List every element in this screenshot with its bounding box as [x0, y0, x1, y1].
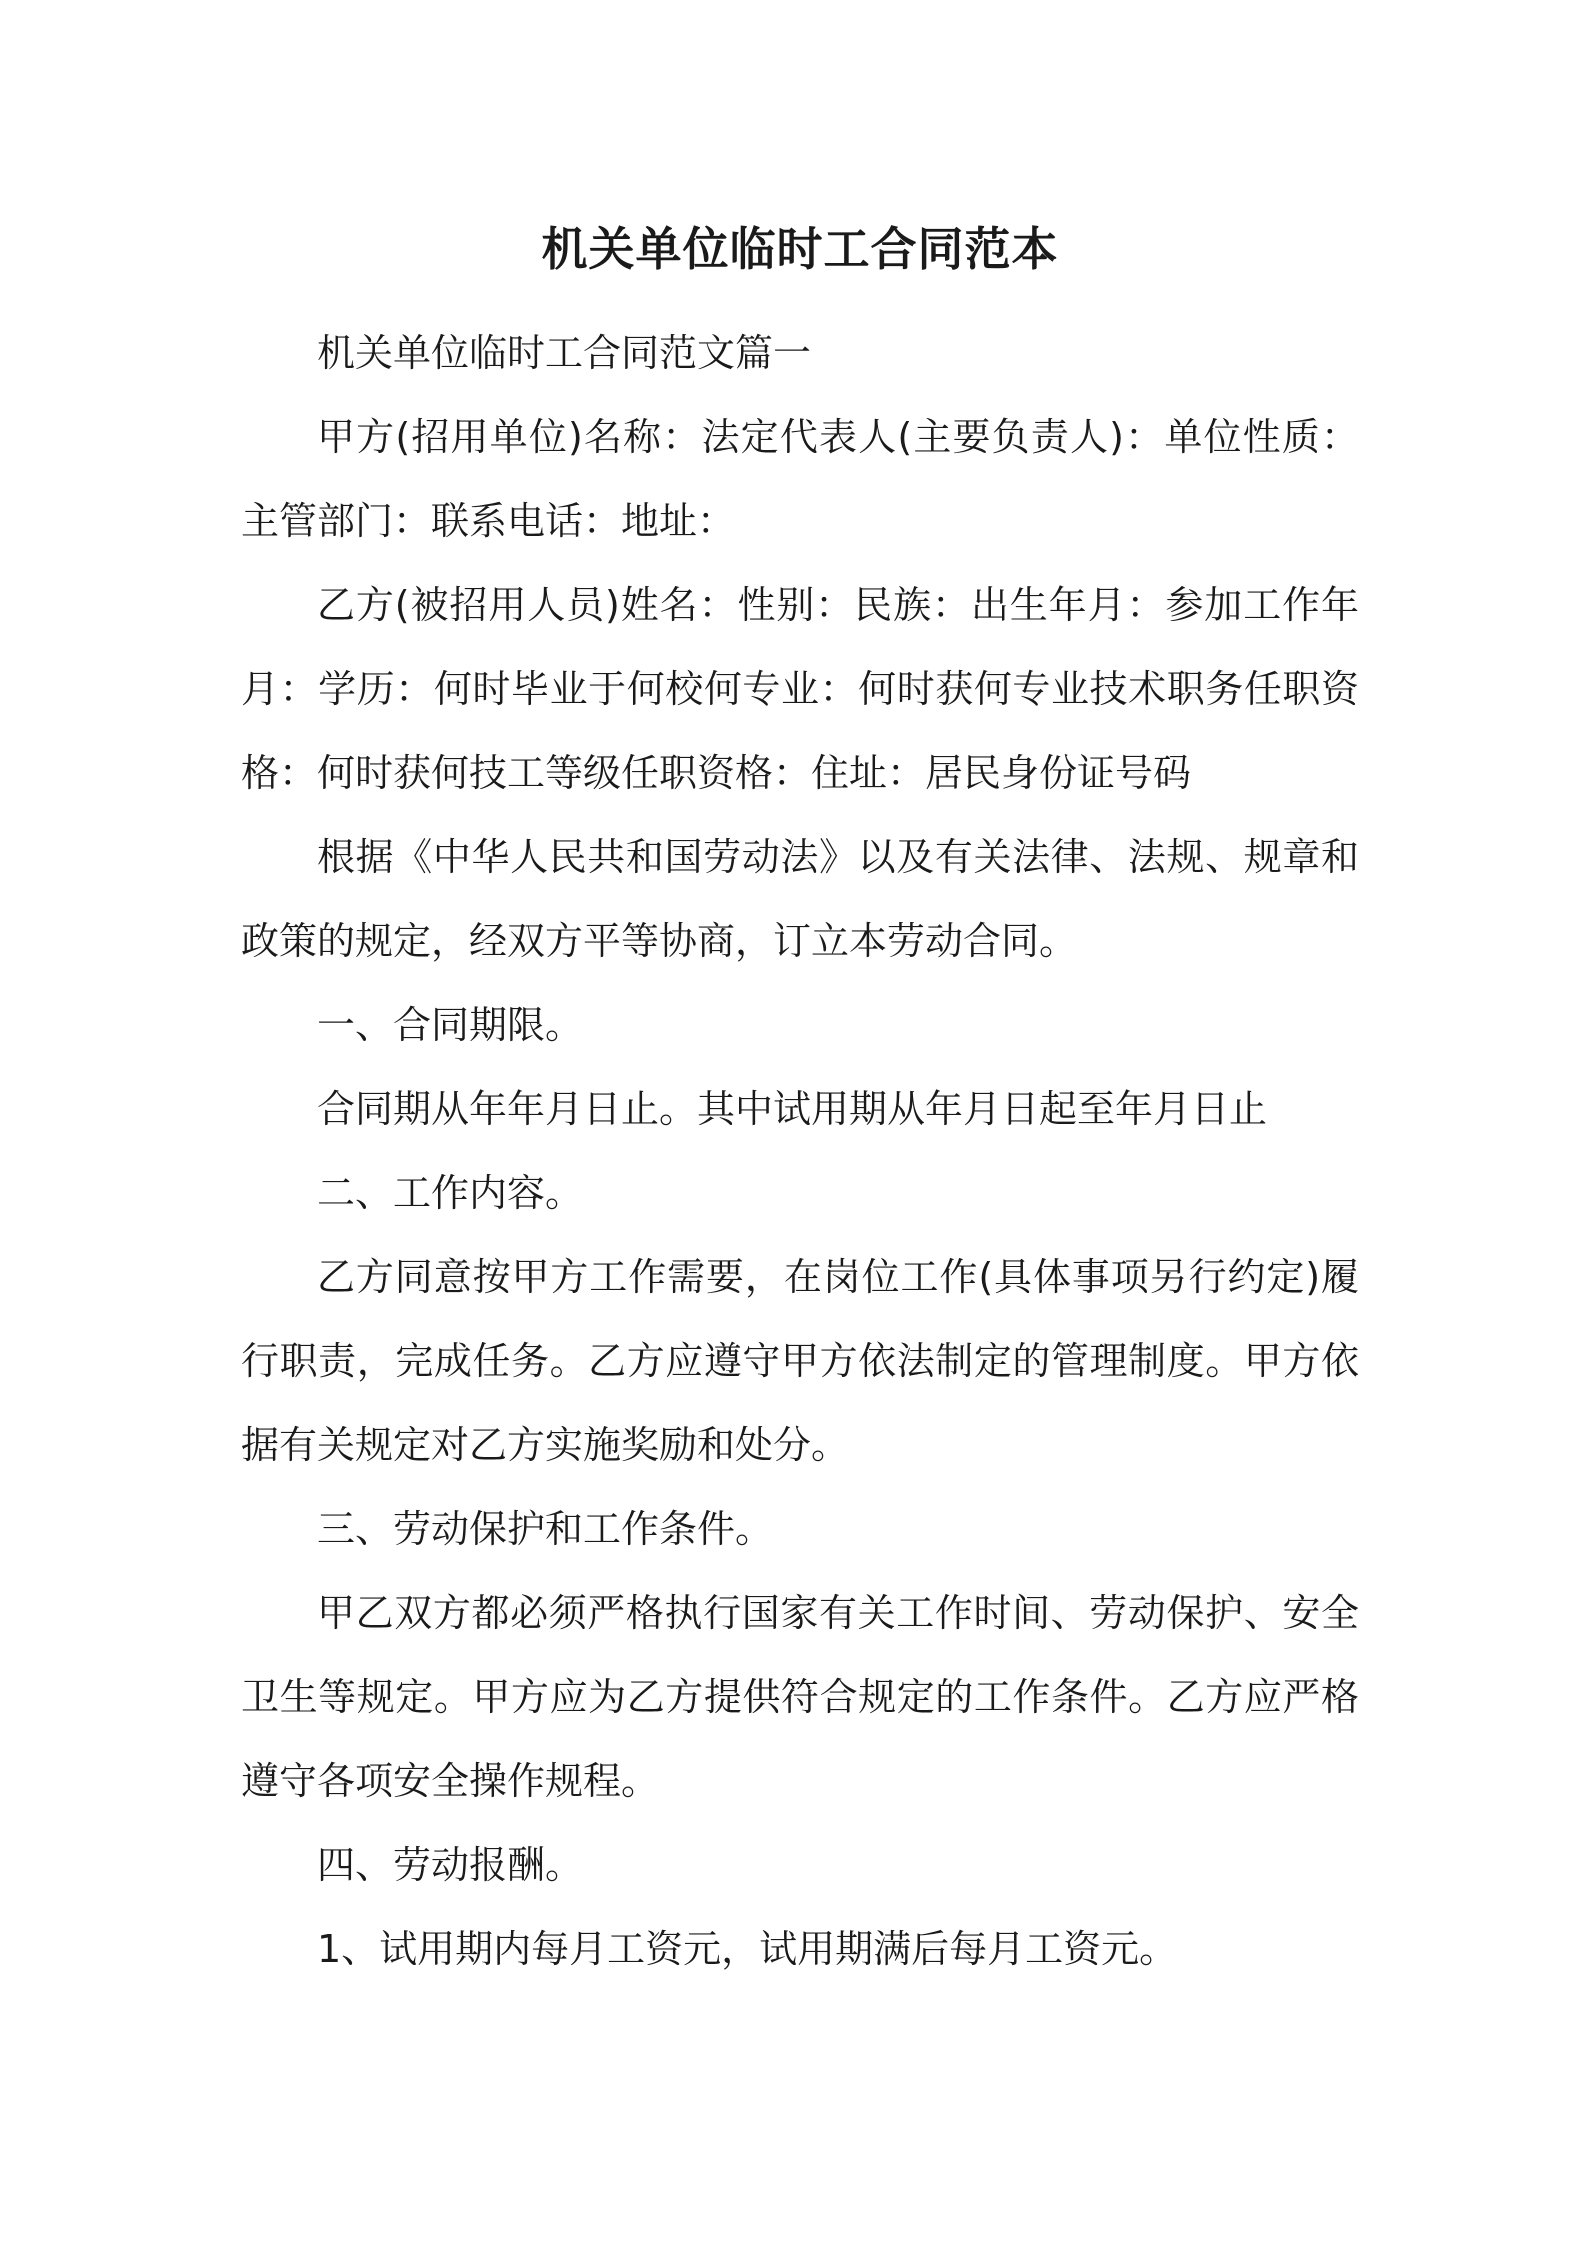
document-body [241, 205, 1359, 1991]
term-paragraph: 合同期从年年月日止。其中试用期从年月日起至年月日止 [317, 1087, 1268, 1131]
section-heading-work: 二、工作内容。 [317, 1171, 584, 1215]
section-heading-protection: 三、劳动保护和工作条件。 [317, 1507, 774, 1551]
work-paragraph: 乙方同意按甲方工作需要，在岗位工作(具体事项另行约定)履行职责，完成任务。乙方应遵守甲方依法制定的管理制度。甲方依据有关规定对乙方实施奖励和处分。 [241, 1255, 1359, 1467]
party-b-paragraph: 乙方(被招用人员)姓名：性别：民族：出生年月：参加工作年月：学历：何时毕业于何校何专业：何时获何专业技术职务任职资格：何时获何技工等级任职资格：住址：居民身份证号码 [241, 583, 1359, 795]
pay-paragraph: 1、试用期内每月工资元，试用期满后每月工资元。 [317, 1927, 1178, 1971]
section-heading-term: 一、合同期限。 [317, 1003, 584, 1047]
protection-paragraph: 甲乙双方都必须严格执行国家有关工作时间、劳动保护、安全卫生等规定。甲方应为乙方提供符合规定的工作条件。乙方应严格遵守各项安全操作规程。 [241, 1591, 1359, 1803]
subtitle-paragraph: 机关单位临时工合同范文篇一 [317, 331, 812, 375]
section-heading-pay: 四、劳动报酬。 [317, 1843, 584, 1887]
party-a-paragraph: 甲方(招用单位)名称：法定代表人(主要负责人)：单位性质：主管部门：联系电话：地址： [241, 415, 1359, 543]
preamble-paragraph: 根据《中华人民共和国劳动法》以及有关法律、法规、规章和政策的规定，经双方平等协商，订立本劳动合同。 [241, 835, 1359, 963]
document-title: 机关单位临时工合同范本 [541, 222, 1059, 276]
